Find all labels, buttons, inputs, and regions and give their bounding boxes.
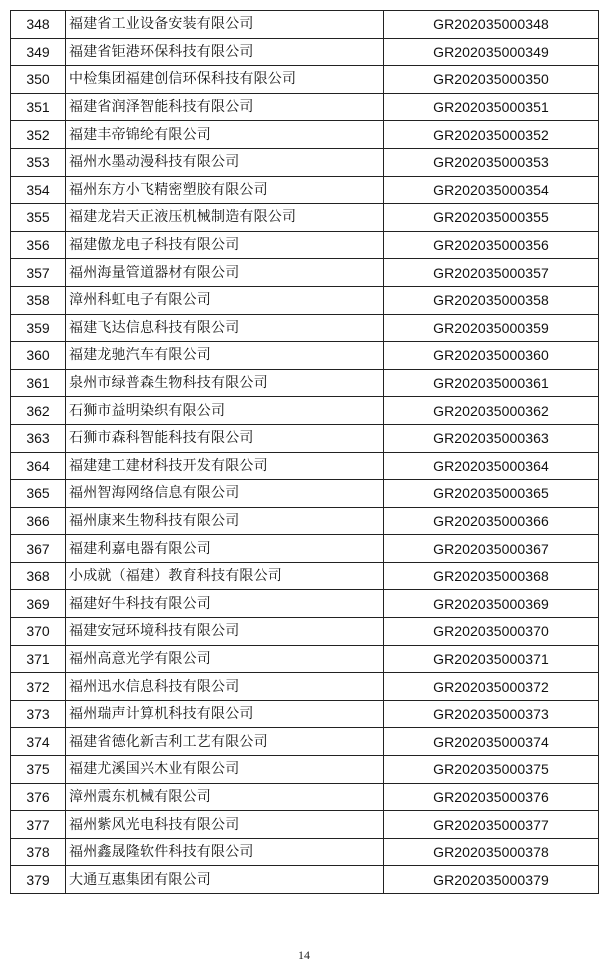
certificate-code-cell: GR202035000370	[384, 618, 599, 646]
certificate-code-cell: GR202035000361	[384, 369, 599, 397]
certificate-code-cell: GR202035000356	[384, 231, 599, 259]
row-number-cell: 361	[11, 369, 66, 397]
table-row	[11, 121, 599, 149]
certificate-code-cell: GR202035000363	[384, 424, 599, 452]
company-name-cell: 福建丰帝锦纶有限公司	[66, 121, 384, 149]
row-number-cell: 367	[11, 535, 66, 563]
table-row	[11, 700, 599, 728]
company-name-cell: 大通互惠集团有限公司	[66, 866, 384, 894]
certificate-code-cell: GR202035000367	[384, 535, 599, 563]
table-row	[11, 645, 599, 673]
table-row	[11, 397, 599, 425]
row-number-cell: 368	[11, 562, 66, 590]
company-name-cell: 福建利嘉电器有限公司	[66, 535, 384, 563]
table-row	[11, 148, 599, 176]
company-name-cell: 福建好牛科技有限公司	[66, 590, 384, 618]
row-number-cell: 360	[11, 342, 66, 370]
table-row	[11, 38, 599, 66]
row-number-cell: 362	[11, 397, 66, 425]
table-row	[11, 93, 599, 121]
company-name-cell: 福建傲龙电子科技有限公司	[66, 231, 384, 259]
company-name-cell: 中检集团福建创信环保科技有限公司	[66, 66, 384, 94]
table-row	[11, 756, 599, 784]
table-row	[11, 535, 599, 563]
row-number-cell: 354	[11, 176, 66, 204]
row-number-cell: 371	[11, 645, 66, 673]
certificate-code-cell: GR202035000375	[384, 756, 599, 784]
company-name-cell: 漳州震东机械有限公司	[66, 783, 384, 811]
row-number-cell: 366	[11, 507, 66, 535]
row-number-cell: 348	[11, 11, 66, 39]
certificate-code-cell: GR202035000355	[384, 204, 599, 232]
company-name-cell: 福建省钜港环保科技有限公司	[66, 38, 384, 66]
table-row	[11, 562, 599, 590]
row-number-cell: 359	[11, 314, 66, 342]
certificate-table	[10, 10, 599, 894]
certificate-code-cell: GR202035000350	[384, 66, 599, 94]
company-name-cell: 福州智海网络信息有限公司	[66, 480, 384, 508]
certificate-code-cell: GR202035000374	[384, 728, 599, 756]
certificate-code-cell: GR202035000377	[384, 811, 599, 839]
table-row	[11, 176, 599, 204]
certificate-code-cell: GR202035000369	[384, 590, 599, 618]
certificate-code-cell: GR202035000357	[384, 259, 599, 287]
company-name-cell: 福州水墨动漫科技有限公司	[66, 148, 384, 176]
table-row	[11, 838, 599, 866]
page-number: 14	[298, 948, 310, 962]
certificate-code-cell: GR202035000372	[384, 673, 599, 701]
table-row	[11, 342, 599, 370]
table-row	[11, 259, 599, 287]
certificate-code-cell: GR202035000365	[384, 480, 599, 508]
row-number-cell: 364	[11, 452, 66, 480]
company-name-cell: 福建省德化新吉利工艺有限公司	[66, 728, 384, 756]
row-number-cell: 375	[11, 756, 66, 784]
company-name-cell: 福建龙驰汽车有限公司	[66, 342, 384, 370]
certificate-code-cell: GR202035000348	[384, 11, 599, 39]
certificate-code-cell: GR202035000362	[384, 397, 599, 425]
table-row	[11, 286, 599, 314]
company-name-cell: 福建省工业设备安装有限公司	[66, 11, 384, 39]
row-number-cell: 356	[11, 231, 66, 259]
company-name-cell: 福州紫风光电科技有限公司	[66, 811, 384, 839]
company-name-cell: 漳州科虹电子有限公司	[66, 286, 384, 314]
table-row	[11, 231, 599, 259]
table-row	[11, 480, 599, 508]
table-row	[11, 673, 599, 701]
table-row	[11, 811, 599, 839]
certificate-code-cell: GR202035000354	[384, 176, 599, 204]
certificate-code-cell: GR202035000373	[384, 700, 599, 728]
company-name-cell: 福州瑞声计算机科技有限公司	[66, 700, 384, 728]
company-name-cell: 福州康来生物科技有限公司	[66, 507, 384, 535]
certificate-code-cell: GR202035000371	[384, 645, 599, 673]
row-number-cell: 353	[11, 148, 66, 176]
certificate-code-cell: GR202035000352	[384, 121, 599, 149]
table-row	[11, 507, 599, 535]
company-name-cell: 福州鑫晟隆软件科技有限公司	[66, 838, 384, 866]
certificate-code-cell: GR202035000353	[384, 148, 599, 176]
certificate-code-cell: GR202035000378	[384, 838, 599, 866]
row-number-cell: 376	[11, 783, 66, 811]
table-row	[11, 11, 599, 39]
company-name-cell: 石狮市益明染织有限公司	[66, 397, 384, 425]
company-name-cell: 福建尤溪国兴木业有限公司	[66, 756, 384, 784]
certificate-code-cell: GR202035000360	[384, 342, 599, 370]
table-row	[11, 66, 599, 94]
row-number-cell: 377	[11, 811, 66, 839]
row-number-cell: 370	[11, 618, 66, 646]
row-number-cell: 374	[11, 728, 66, 756]
row-number-cell: 355	[11, 204, 66, 232]
table-row	[11, 866, 599, 894]
row-number-cell: 369	[11, 590, 66, 618]
company-name-cell: 福州高意光学有限公司	[66, 645, 384, 673]
table-row	[11, 369, 599, 397]
company-name-cell: 福建安冠环境科技有限公司	[66, 618, 384, 646]
company-name-cell: 福州东方小飞精密塑胶有限公司	[66, 176, 384, 204]
company-name-cell: 福州迅水信息科技有限公司	[66, 673, 384, 701]
company-name-cell: 福建飞达信息科技有限公司	[66, 314, 384, 342]
row-number-cell: 352	[11, 121, 66, 149]
row-number-cell: 350	[11, 66, 66, 94]
row-number-cell: 372	[11, 673, 66, 701]
table-row	[11, 314, 599, 342]
certificate-code-cell: GR202035000358	[384, 286, 599, 314]
row-number-cell: 365	[11, 480, 66, 508]
table-row	[11, 452, 599, 480]
certificate-code-cell: GR202035000366	[384, 507, 599, 535]
table-row	[11, 204, 599, 232]
company-name-cell: 泉州市绿普森生物科技有限公司	[66, 369, 384, 397]
certificate-code-cell: GR202035000364	[384, 452, 599, 480]
certificate-code-cell: GR202035000376	[384, 783, 599, 811]
company-name-cell: 福建省润泽智能科技有限公司	[66, 93, 384, 121]
row-number-cell: 379	[11, 866, 66, 894]
row-number-cell: 378	[11, 838, 66, 866]
row-number-cell: 349	[11, 38, 66, 66]
certificate-code-cell: GR202035000379	[384, 866, 599, 894]
company-name-cell: 福建建工建材科技开发有限公司	[66, 452, 384, 480]
table-body	[11, 11, 599, 894]
certificate-code-cell: GR202035000368	[384, 562, 599, 590]
certificate-code-cell: GR202035000359	[384, 314, 599, 342]
row-number-cell: 357	[11, 259, 66, 287]
table-row	[11, 424, 599, 452]
table-row	[11, 590, 599, 618]
row-number-cell: 373	[11, 700, 66, 728]
table-row	[11, 783, 599, 811]
table-row	[11, 728, 599, 756]
table-row	[11, 618, 599, 646]
company-name-cell: 福州海量管道器材有限公司	[66, 259, 384, 287]
company-name-cell: 石狮市森科智能科技有限公司	[66, 424, 384, 452]
row-number-cell: 351	[11, 93, 66, 121]
company-name-cell: 福建龙岩天正液压机械制造有限公司	[66, 204, 384, 232]
certificate-code-cell: GR202035000351	[384, 93, 599, 121]
row-number-cell: 358	[11, 286, 66, 314]
company-name-cell: 小成就（福建）教育科技有限公司	[66, 562, 384, 590]
certificate-code-cell: GR202035000349	[384, 38, 599, 66]
row-number-cell: 363	[11, 424, 66, 452]
